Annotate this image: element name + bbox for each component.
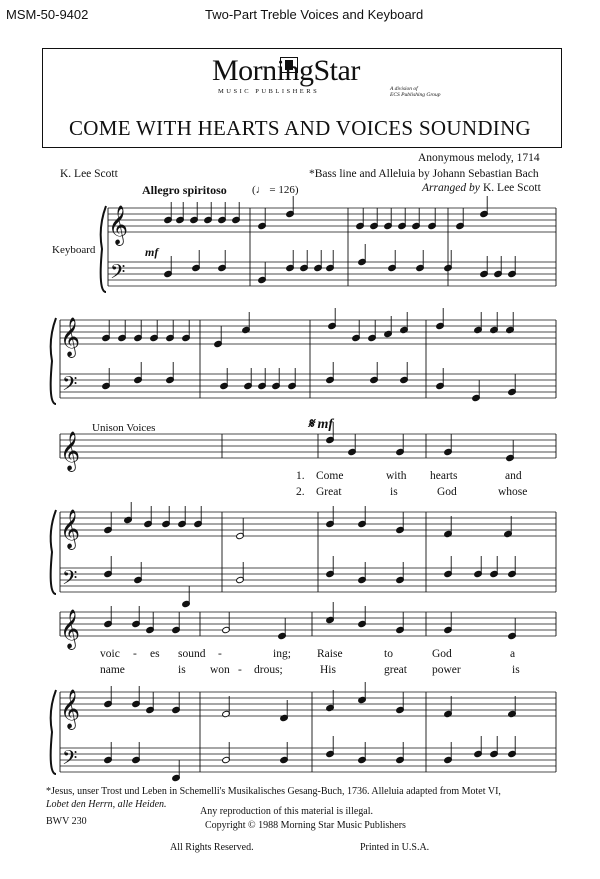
lyric-v1b-hyphen: - [133, 648, 137, 660]
lyric-v2b-word: power [432, 664, 461, 676]
lyric-v1b-word: es [150, 648, 160, 660]
brace-icon [51, 690, 56, 774]
lyric-v1-word: and [505, 470, 522, 482]
composer-credit: K. Lee Scott [60, 168, 118, 180]
lyric-v1b-word: a [510, 648, 516, 660]
publisher-name: MorningStar [212, 54, 360, 87]
arranged-label: Arranged by [422, 182, 480, 194]
lyric-v1-word: Come [316, 470, 344, 482]
voicing-label: Two-Part Treble Voices and Keyboard [205, 7, 424, 22]
brace-icon [51, 318, 56, 404]
rights-notice: All Rights Reserved. [170, 842, 254, 853]
treble-clef-icon: 𝄞 [108, 205, 129, 245]
lyric-v2b-word: is [178, 664, 186, 676]
lyric-v2b-word: His [320, 664, 336, 676]
keyboard-label: Keyboard [52, 244, 96, 256]
lyric-v2b-hyphen: - [238, 664, 242, 676]
treble-clef-icon: 𝄞 [60, 509, 81, 549]
lyric-v1b-word: God [432, 648, 452, 660]
bass-clef-icon: 𝄢 [62, 566, 78, 594]
lyric-v1b-word: Raise [317, 648, 343, 660]
lyric-v1-num: 1. [296, 470, 305, 482]
lyric-v1b-word: sound [178, 648, 206, 660]
lyric-v2-word: Great [316, 486, 342, 498]
segno-dynamic: 𝄋 mf [308, 417, 334, 432]
unison-voices-label: Unison Voices [92, 422, 156, 434]
lyric-v2b-word: is [512, 664, 520, 676]
lyric-v1b-word: voic [100, 648, 120, 660]
lyric-v2b-word: great [384, 664, 407, 676]
treble-clef-icon: 𝄞 [60, 609, 81, 649]
printed-notice: Printed in U.S.A. [360, 842, 430, 853]
lyric-v2-num: 2. [296, 486, 305, 498]
treble-clef-icon: 𝄞 [60, 689, 81, 729]
publisher-division: A division of ECS Publishing Group [390, 86, 441, 98]
arranger-name: K. Lee Scott [483, 182, 541, 194]
illegal-notice: Any reproduction of this material is illegal. [200, 806, 374, 817]
lyric-v2-word: is [390, 486, 398, 498]
publisher-subline: MUSIC PUBLISHERS [218, 88, 320, 95]
catalog-number: MSM-50-9402 [6, 7, 89, 22]
lyric-v1-word: with [386, 470, 407, 482]
lyric-v2b-word: name [100, 664, 125, 676]
lyric-v1b-word: ing; [273, 648, 291, 660]
bass-clef-icon: 𝄢 [62, 372, 78, 400]
bass-clef-icon: 𝄢 [110, 260, 126, 288]
brace-icon [51, 510, 56, 594]
brace-icon [101, 206, 106, 292]
footnote-line1: *Jesus, unser Trost und Leben in Schemelli's Musikalisches Gesang-Buch, 1736. Alleluia adapted from Motet VI, [46, 786, 501, 797]
bass-credit: *Bass line and Alleluia by Johann Sebastian Bach [309, 168, 539, 180]
dynamic-mf: mf [145, 245, 159, 259]
copyright-notice: Copyright © 1988 Morning Star Music Publishers [205, 820, 406, 831]
lyric-v1b-word: to [384, 648, 393, 660]
lyric-v2b-word: won [210, 664, 230, 676]
footnote-line2: Lobet den Herrn, alle Heiden. [46, 799, 167, 810]
metronome-marking: (♩ = 126) [252, 184, 299, 196]
treble-clef-icon: 𝄞 [60, 431, 81, 471]
lyric-v2-word: whose [498, 486, 528, 498]
melody-credit: Anonymous melody, 1714 [418, 152, 540, 164]
piece-title: COME WITH HEARTS AND VOICES SOUNDING [68, 116, 532, 140]
treble-clef-icon: 𝄞 [60, 317, 81, 357]
bass-clef-icon: 𝄢 [62, 746, 78, 774]
lyric-v2b-word: drous; [254, 664, 283, 676]
bwv-number: BWV 230 [46, 816, 87, 827]
lyric-v2-word: God [437, 486, 457, 498]
tempo-marking: Allegro spiritoso [142, 183, 227, 197]
lyric-v1-word: hearts [430, 470, 458, 482]
lyric-v1b-hyphen: - [218, 648, 222, 660]
